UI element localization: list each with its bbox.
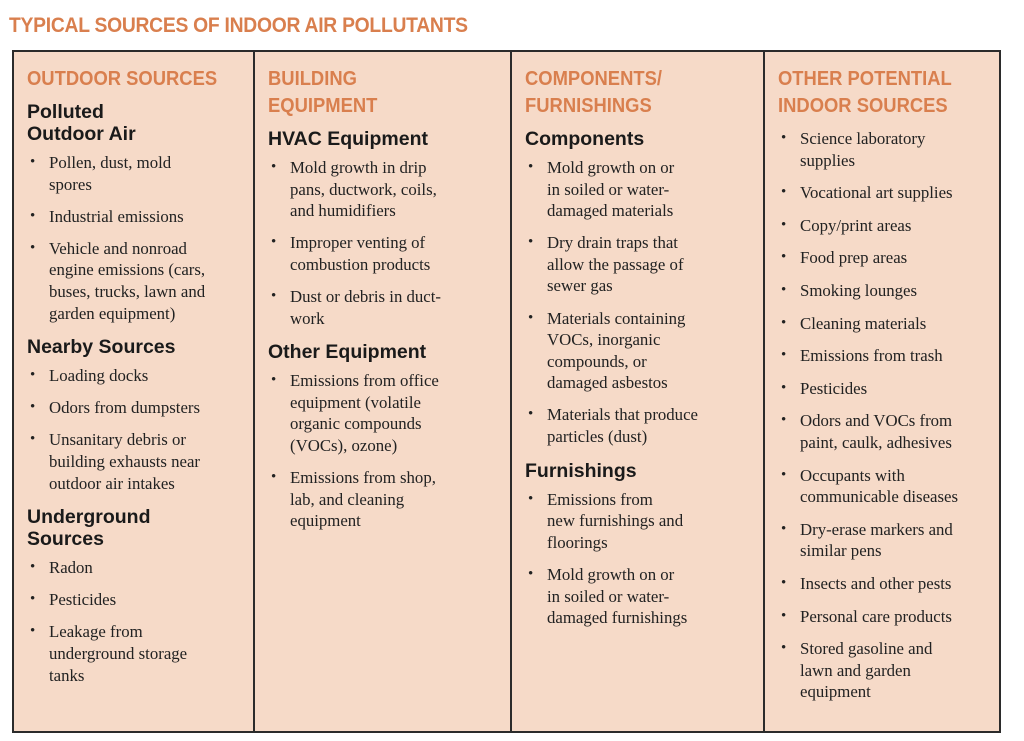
bullet-list	[525, 157, 755, 448]
list-item: • Pesticides	[27, 589, 245, 611]
list-item: • Emissions from trash	[778, 345, 991, 367]
list-item: • Smoking lounges	[778, 280, 991, 302]
list-item: • Emissions from office equipment (volatile organic compounds (VOCs), ozone)	[268, 370, 502, 456]
bullet-list	[525, 489, 755, 629]
list-item: • Insects and other pests	[778, 573, 991, 595]
list-item: • Mold growth on or in soiled or water- damaged materials	[525, 157, 755, 222]
subheading-components: Components	[525, 128, 645, 150]
bullet-list	[268, 370, 502, 532]
column-heading: COMPONENTS/ FURNISHINGS	[525, 68, 662, 117]
subheading-underground-sources: Underground Sources	[27, 506, 151, 551]
subheading-other-equipment: Other Equipment	[268, 341, 427, 364]
list-item: • Pollen, dust, mold spores	[27, 152, 245, 195]
list-item: • Dry-erase markers and similar pens	[778, 519, 991, 562]
list-item: • Leakage from underground storage tanks	[27, 621, 245, 686]
column-components-furnishings	[512, 52, 765, 731]
subheading-furnishings: Furnishings	[525, 459, 637, 482]
list-item: • Vehicle and nonroad engine emissions (cars, buses, trucks, lawn and garden equipment)	[27, 238, 245, 324]
subheading-hvac-equipment: HVAC Equipment	[268, 128, 428, 150]
bullet-list	[27, 557, 245, 686]
bullet-list	[268, 157, 502, 329]
list-item: • Personal care products	[778, 606, 991, 628]
list-item: • Pesticides	[778, 378, 991, 400]
column-outdoor-sources	[14, 52, 255, 731]
subheading-polluted-outdoor-air: Polluted Outdoor Air	[27, 101, 136, 145]
list-item: • Occupants with communicable diseases	[778, 465, 991, 508]
list-item: • Unsanitary debris or building exhausts near outdoor air intakes	[27, 429, 245, 494]
list-item: • Emissions from new furnishings and floorings	[525, 489, 755, 554]
list-item: • Radon	[27, 557, 245, 579]
list-item: • Stored gasoline and lawn and garden equipment	[778, 638, 991, 703]
bullet-list	[27, 152, 245, 324]
list-item: • Odors and VOCs from paint, caulk, adhesives	[778, 410, 991, 453]
column-heading: OTHER POTENTIAL INDOOR SOURCES	[778, 68, 952, 117]
list-item: • Cleaning materials	[778, 313, 991, 335]
column-other-indoor-sources	[765, 52, 999, 731]
list-item: • Science laboratory supplies	[778, 128, 991, 171]
list-item: • Dry drain traps that allow the passage of sewer gas	[525, 232, 755, 297]
list-item: • Copy/print areas	[778, 215, 991, 237]
bullet-list	[778, 128, 991, 703]
page-title: TYPICAL SOURCES OF INDOOR AIR POLLUTANTS	[9, 14, 468, 37]
list-item: • Loading docks	[27, 365, 245, 387]
sources-table	[12, 50, 1001, 733]
list-item: • Odors from dumpsters	[27, 397, 245, 419]
list-item: • Materials that produce particles (dust)	[525, 404, 755, 447]
list-item: • Dust or debris in duct- work	[268, 286, 502, 329]
list-item: • Mold growth on or in soiled or water- damaged furnishings	[525, 564, 755, 629]
list-item: • Vocational art supplies	[778, 182, 991, 204]
list-item: • Industrial emissions	[27, 206, 245, 228]
list-item: • Emissions from shop, lab, and cleaning equipment	[268, 467, 502, 532]
list-item: • Materials containing VOCs, inorganic compounds, or damaged asbestos	[525, 308, 755, 394]
bullet-list	[27, 365, 245, 494]
subheading-nearby-sources: Nearby Sources	[27, 336, 176, 359]
column-heading: BUILDING EQUIPMENT	[268, 68, 378, 117]
list-item: • Food prep areas	[778, 247, 991, 269]
column-heading: OUTDOOR SOURCES	[27, 68, 218, 90]
list-item: • Mold growth in drip pans, ductwork, coils, and humidifiers	[268, 157, 502, 222]
list-item: • Improper venting of combustion products	[268, 232, 502, 275]
column-building-equipment	[255, 52, 512, 731]
